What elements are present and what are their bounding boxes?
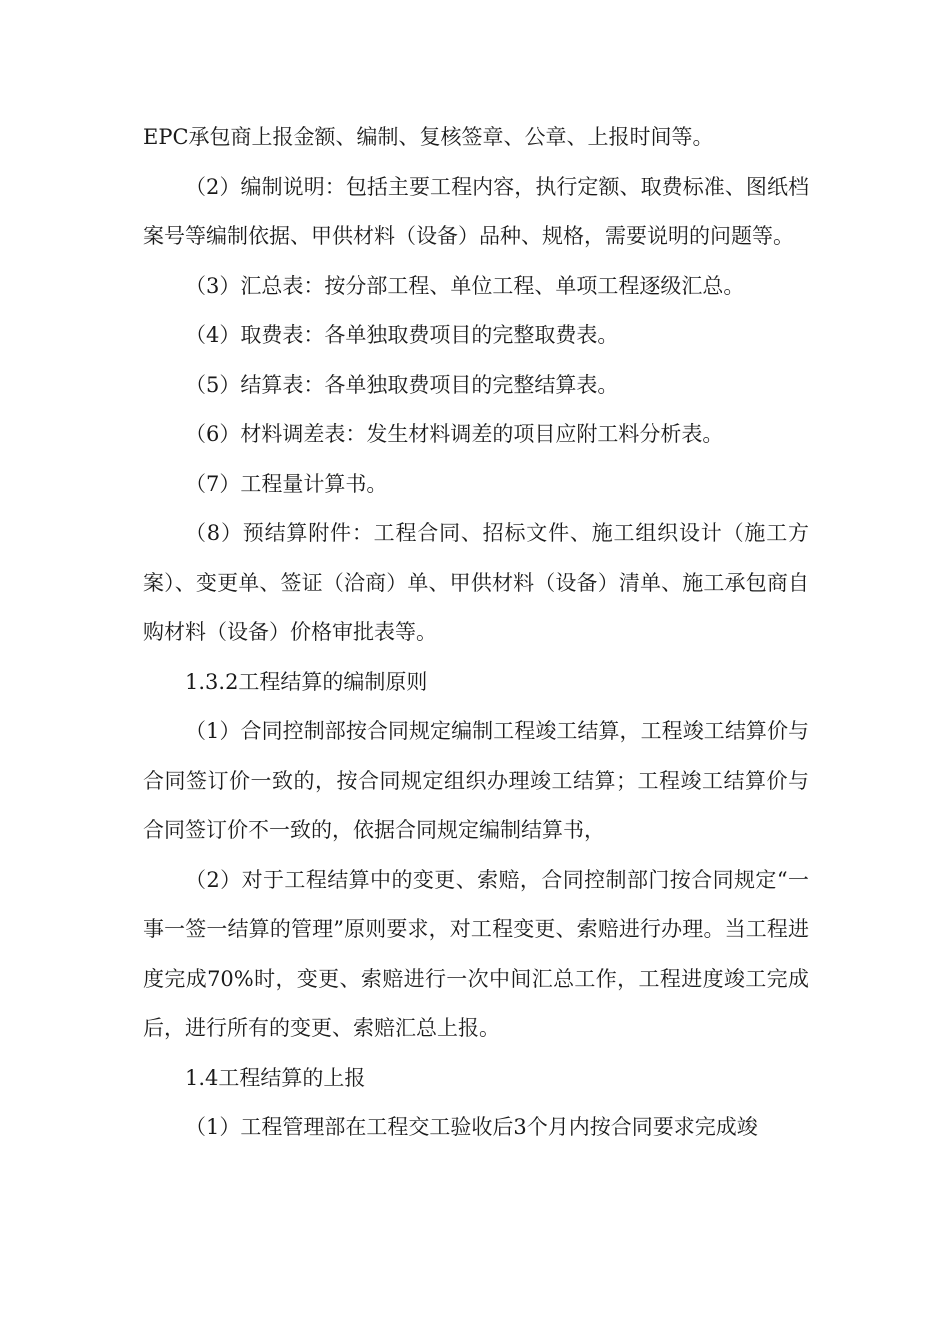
paragraph-item-5: （5）结算表：各单独取费项目的完整结算表。 xyxy=(185,372,619,397)
document-body xyxy=(143,113,809,1153)
section-heading-1-4: 1.4工程结算的上报 xyxy=(185,1065,366,1090)
paragraph-item-3: （3）汇总表：按分部工程、单位工程、单项工程逐级汇总。 xyxy=(185,273,745,298)
paragraph-item-8: （8）预结算附件：工程合同、招标文件、施工组织设计（施工方案）、变更单、签证（洽商）单、甲供材料（设备）清单、施工承包商自购材料（设备）价格审批表等。 xyxy=(143,521,809,644)
paragraph-continuation: EPC承包商上报金额、编制、复核签章、公章、上报时间等。 xyxy=(143,125,714,149)
paragraph-item-4: （4）取费表：各单独取费项目的完整取费表。 xyxy=(185,323,619,347)
paragraph-item-7: （7）工程量计算书。 xyxy=(185,471,388,496)
paragraph-principle-2: （2）对于工程结算中的变更、索赔，合同控制部门按合同规定“一事一签一结算的管理”原则要求，对工程变更、索赔进行办理。当工程进度完成70%时，变更、索赔进行一次中间汇总工作，工程进度竣工完成后，进行所有的变更、索赔汇总上报。 xyxy=(143,867,809,1040)
section-heading-1-3-2: 1.3.2工程结算的编制原则 xyxy=(185,669,428,694)
paragraph-report-1: （1）工程管理部在工程交工验收后3个月内按合同要求完成竣 xyxy=(185,1115,758,1139)
paragraph-item-2: （2）编制说明：包括主要工程内容，执行定额、取费标准、图纸档案号等编制依据、甲供材料（设备）品种、规格，需要说明的问题等。 xyxy=(143,174,809,248)
paragraph-principle-1: （1）合同控制部按合同规定编制工程竣工结算，工程竣工结算价与合同签订价一致的，按合同规定组织办理竣工结算；工程竣工结算价与合同签订价不一致的，依据合同规定编制结算书， xyxy=(143,719,809,842)
paragraph-item-6: （6）材料调差表：发生材料调差的项目应附工料分析表。 xyxy=(185,422,724,446)
